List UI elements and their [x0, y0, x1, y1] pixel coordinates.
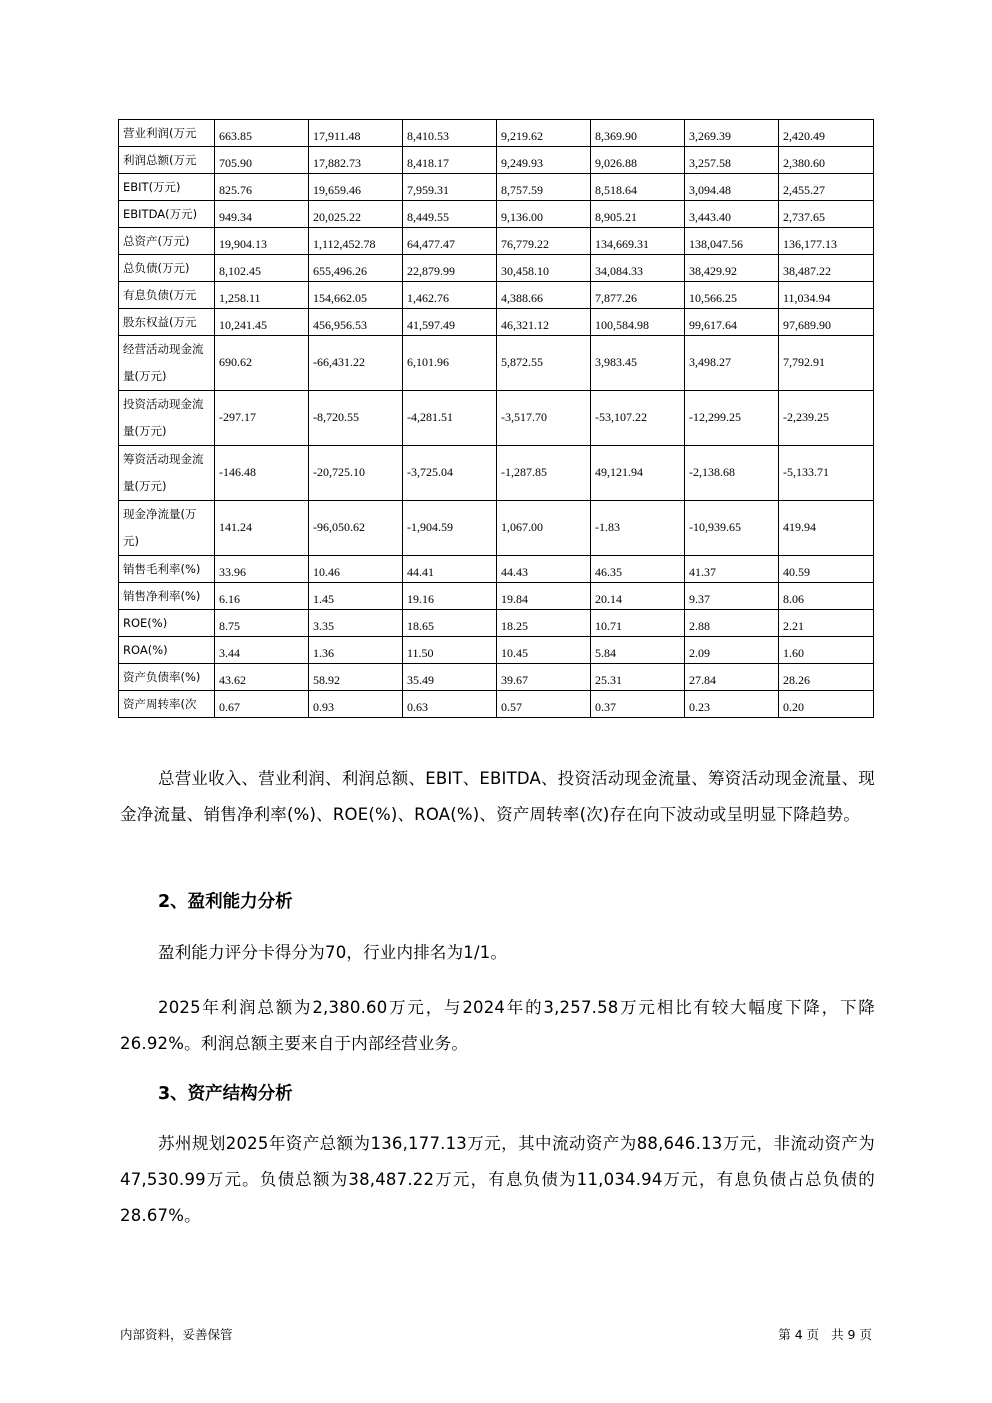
table-cell: 5.84	[591, 637, 685, 664]
section-heading-profitability: 2、盈利能力分析	[158, 892, 293, 912]
table-row	[119, 336, 874, 391]
table-row	[119, 691, 874, 718]
table-body	[119, 120, 874, 718]
table-cell: -2,138.68	[685, 446, 779, 501]
table-cell: 17,911.48	[309, 120, 403, 147]
table-cell: -3,517.70	[497, 391, 591, 446]
table-cell: 9,026.88	[591, 147, 685, 174]
table-cell: 8,418.17	[403, 147, 497, 174]
table-cell: 40.59	[779, 556, 874, 583]
table-cell: 3,269.39	[685, 120, 779, 147]
table-cell: 58.92	[309, 664, 403, 691]
table-cell: 25.31	[591, 664, 685, 691]
table-cell: 10.71	[591, 610, 685, 637]
table-cell: 1.45	[309, 583, 403, 610]
table-cell: -297.17	[215, 391, 309, 446]
table-cell: 9.37	[685, 583, 779, 610]
table-row	[119, 147, 874, 174]
table-cell: 136,177.13	[779, 228, 874, 255]
table-cell: 41.37	[685, 556, 779, 583]
table-cell: 705.90	[215, 147, 309, 174]
table-cell: 2.09	[685, 637, 779, 664]
table-cell: 6.16	[215, 583, 309, 610]
table-cell: 0.67	[215, 691, 309, 718]
table-cell: 19,659.46	[309, 174, 403, 201]
table-cell: 19,904.13	[215, 228, 309, 255]
table-cell: 0.63	[403, 691, 497, 718]
table-cell: 8,905.21	[591, 201, 685, 228]
table-cell: 19.84	[497, 583, 591, 610]
trend-paragraph: 总营业收入、营业利润、利润总额、EBIT、EBITDA、投资活动现金流量、筹资活动现金流量、现金净流量、销售净利率(%)、ROE(%)、ROA(%)、资产周转率(次)存在向下波动或呈明显下降趋势。	[120, 769, 875, 824]
table-cell: 10.46	[309, 556, 403, 583]
table-cell: 43.62	[215, 664, 309, 691]
table-cell: 22,879.99	[403, 255, 497, 282]
table-cell: 2,455.27	[779, 174, 874, 201]
table-cell: 10.45	[497, 637, 591, 664]
table-cell: 44.43	[497, 556, 591, 583]
table-cell: -5,133.71	[779, 446, 874, 501]
table-cell: 0.57	[497, 691, 591, 718]
table-cell: -20,725.10	[309, 446, 403, 501]
table-row	[119, 501, 874, 556]
table-cell: 1.36	[309, 637, 403, 664]
table-row	[119, 637, 874, 664]
table-cell: 1,067.00	[497, 501, 591, 556]
table-cell: -1.83	[591, 501, 685, 556]
asset-detail-paragraph: 苏州规划2025年资产总额为136,177.13万元，其中流动资产为88,646.13万元，非流动资产为47,530.99万元。负债总额为38,487.22万元，有息负债为11,034.94万元，有息负债占总负债的28.67%。	[120, 1134, 875, 1225]
table-cell: 49,121.94	[591, 446, 685, 501]
table-cell: 7,792.91	[779, 336, 874, 391]
table-cell: 38,487.22	[779, 255, 874, 282]
table-cell: -1,904.59	[403, 501, 497, 556]
table-cell: 2,420.49	[779, 120, 874, 147]
row-label: 营业利润(万元	[119, 120, 215, 147]
table-cell: 2.88	[685, 610, 779, 637]
table-cell: -2,239.25	[779, 391, 874, 446]
table-cell: 419.94	[779, 501, 874, 556]
table-cell: -10,939.65	[685, 501, 779, 556]
table-cell: 46.35	[591, 556, 685, 583]
table-cell: -3,725.04	[403, 446, 497, 501]
footer-confidential-note: 内部资料，妥善保管	[120, 1327, 233, 1342]
table-cell: 19.16	[403, 583, 497, 610]
table-cell: -96,050.62	[309, 501, 403, 556]
table-cell: 3,498.27	[685, 336, 779, 391]
table-cell: 1.60	[779, 637, 874, 664]
table-cell: 949.34	[215, 201, 309, 228]
table-cell: 39.67	[497, 664, 591, 691]
table-cell: 10,566.25	[685, 282, 779, 309]
table-cell: 3.35	[309, 610, 403, 637]
table-cell: 8,518.64	[591, 174, 685, 201]
table-cell: 3,983.45	[591, 336, 685, 391]
table-cell: 6,101.96	[403, 336, 497, 391]
row-label: 经营活动现金流量(万元)	[119, 336, 215, 391]
table-cell: 8,410.53	[403, 120, 497, 147]
table-row	[119, 610, 874, 637]
table-cell: 38,429.92	[685, 255, 779, 282]
table-row	[119, 201, 874, 228]
table-cell: 663.85	[215, 120, 309, 147]
footer-page-number: 第 4 页 共 9 页	[778, 1327, 872, 1342]
financial-metrics-table	[118, 119, 874, 718]
table-row	[119, 255, 874, 282]
table-cell: 154,662.05	[309, 282, 403, 309]
table-cell: 10,241.45	[215, 309, 309, 336]
table-cell: 2,737.65	[779, 201, 874, 228]
table-cell: 30,458.10	[497, 255, 591, 282]
table-cell: 2,380.60	[779, 147, 874, 174]
table-cell: 64,477.47	[403, 228, 497, 255]
row-label: EBITDA(万元)	[119, 201, 215, 228]
row-label: EBIT(万元)	[119, 174, 215, 201]
table-cell: 97,689.90	[779, 309, 874, 336]
table-cell: 20,025.22	[309, 201, 403, 228]
table-row	[119, 228, 874, 255]
table-cell: 7,877.26	[591, 282, 685, 309]
table-cell: 690.62	[215, 336, 309, 391]
table-cell: 11,034.94	[779, 282, 874, 309]
table-cell: -8,720.55	[309, 391, 403, 446]
table-cell: -53,107.22	[591, 391, 685, 446]
row-label: ROA(%)	[119, 637, 215, 664]
table-row	[119, 174, 874, 201]
table-cell: 2.21	[779, 610, 874, 637]
table-cell: 8,449.55	[403, 201, 497, 228]
row-label: 投资活动现金流量(万元)	[119, 391, 215, 446]
section-heading-asset-structure: 3、资产结构分析	[158, 1084, 293, 1104]
table-cell: 138,047.56	[685, 228, 779, 255]
table-cell: 8.06	[779, 583, 874, 610]
row-label: 销售净利率(%)	[119, 583, 215, 610]
table-cell: 3.44	[215, 637, 309, 664]
table-cell: 0.23	[685, 691, 779, 718]
table-cell: 8,102.45	[215, 255, 309, 282]
table-cell: 1,112,452.78	[309, 228, 403, 255]
table-row	[119, 282, 874, 309]
table-cell: 9,219.62	[497, 120, 591, 147]
table-cell: 17,882.73	[309, 147, 403, 174]
table-row	[119, 391, 874, 446]
table-cell: 33.96	[215, 556, 309, 583]
table-cell: 27.84	[685, 664, 779, 691]
row-label: 利润总额(万元	[119, 147, 215, 174]
table-cell: 8.75	[215, 610, 309, 637]
row-label: 现金净流量(万元)	[119, 501, 215, 556]
table-cell: 9,136.00	[497, 201, 591, 228]
table-cell: 0.20	[779, 691, 874, 718]
table-cell: 655,496.26	[309, 255, 403, 282]
table-cell: 46,321.12	[497, 309, 591, 336]
row-label: 资产周转率(次	[119, 691, 215, 718]
table-cell: 456,956.53	[309, 309, 403, 336]
table-row	[119, 556, 874, 583]
table-cell: 8,757.59	[497, 174, 591, 201]
table-cell: 28.26	[779, 664, 874, 691]
row-label: 股东权益(万元	[119, 309, 215, 336]
row-label: 资产负债率(%)	[119, 664, 215, 691]
table-cell: 76,779.22	[497, 228, 591, 255]
table-cell: 3,443.40	[685, 201, 779, 228]
table-cell: 35.49	[403, 664, 497, 691]
row-label: 有息负债(万元	[119, 282, 215, 309]
table-cell: -146.48	[215, 446, 309, 501]
table-cell: 3,094.48	[685, 174, 779, 201]
table-cell: 18.25	[497, 610, 591, 637]
table-cell: 11.50	[403, 637, 497, 664]
table-cell: 134,669.31	[591, 228, 685, 255]
row-label: 销售毛利率(%)	[119, 556, 215, 583]
profit-detail-paragraph: 2025年利润总额为2,380.60万元，与2024年的3,257.58万元相比有较大幅度下降，下降26.92%。利润总额主要来自于内部经营业务。	[120, 998, 875, 1053]
table-cell: 9,249.93	[497, 147, 591, 174]
table-row	[119, 120, 874, 147]
table-cell: -66,431.22	[309, 336, 403, 391]
profit-score-paragraph: 盈利能力评分卡得分为70，行业内排名为1/1。	[158, 943, 508, 962]
table-cell: 7,959.31	[403, 174, 497, 201]
table-cell: 5,872.55	[497, 336, 591, 391]
table-cell: 0.37	[591, 691, 685, 718]
table-cell: 34,084.33	[591, 255, 685, 282]
table-cell: 100,584.98	[591, 309, 685, 336]
table-cell: -4,281.51	[403, 391, 497, 446]
table-row	[119, 446, 874, 501]
table-cell: 141.24	[215, 501, 309, 556]
table-cell: 3,257.58	[685, 147, 779, 174]
table-cell: 18.65	[403, 610, 497, 637]
table-row	[119, 309, 874, 336]
table-cell: 1,462.76	[403, 282, 497, 309]
row-label: 总负债(万元)	[119, 255, 215, 282]
table-cell: 0.93	[309, 691, 403, 718]
table-cell: -1,287.85	[497, 446, 591, 501]
table-row	[119, 664, 874, 691]
table-cell: 99,617.64	[685, 309, 779, 336]
table-row	[119, 583, 874, 610]
table-cell: 4,388.66	[497, 282, 591, 309]
table-cell: -12,299.25	[685, 391, 779, 446]
row-label: ROE(%)	[119, 610, 215, 637]
table-cell: 41,597.49	[403, 309, 497, 336]
table-cell: 44.41	[403, 556, 497, 583]
table-cell: 825.76	[215, 174, 309, 201]
table-cell: 20.14	[591, 583, 685, 610]
table-cell: 8,369.90	[591, 120, 685, 147]
row-label: 筹资活动现金流量(万元)	[119, 446, 215, 501]
table-cell: 1,258.11	[215, 282, 309, 309]
row-label: 总资产(万元)	[119, 228, 215, 255]
